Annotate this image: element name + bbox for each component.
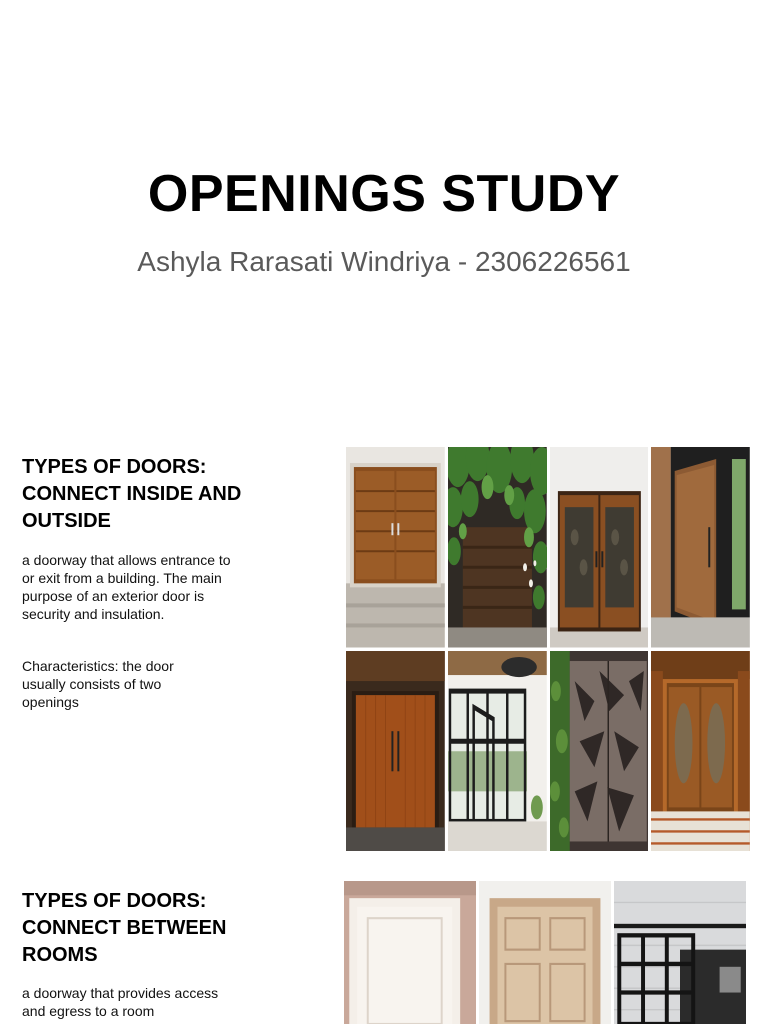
page-title: OPENINGS STUDY — [147, 165, 621, 223]
pivot-wooden-door-photo — [651, 447, 750, 648]
section-characteristics-exterior: Characteristics: the door usually consists of two openings — [22, 658, 174, 710]
author-line: Ashyla Rarasati Windriya - 2306226561 — [137, 246, 631, 277]
interior-doors-collage — [344, 881, 746, 1024]
vine-covered-gate-photo — [448, 447, 547, 648]
section-heading-exterior — [22, 454, 322, 535]
black-grid-sliding-door-photo — [614, 881, 746, 1024]
exterior-doors-collage — [346, 447, 750, 851]
tall-wooden-door-photo — [346, 651, 445, 852]
heading-line: OUTSIDE — [22, 510, 111, 532]
beige-six-panel-door-photo — [479, 881, 611, 1024]
section-description-exterior: a doorway that allows entrance to or exit from a building. The main purpose of an exterior door is security and insulation. — [22, 552, 231, 622]
heading-line: TYPES OF DOORS: — [22, 456, 207, 478]
heading-line: CONNECT BETWEEN — [22, 917, 227, 939]
heading-line: CONNECT INSIDE AND — [22, 483, 242, 505]
glass-panel-wooden-door-photo — [550, 447, 649, 648]
heading-line: ROOMS — [22, 944, 98, 966]
white-panel-door-photo — [344, 881, 476, 1024]
laser-cut-metal-door-photo — [550, 651, 649, 852]
section-description-interior: a doorway that provides access and egress to a room — [22, 985, 219, 1019]
double-wooden-door-photo — [346, 447, 445, 648]
section-heading-interior — [22, 888, 322, 969]
carved-wooden-double-door-photo — [651, 651, 750, 852]
heading-line: TYPES OF DOORS: — [22, 890, 207, 912]
black-steel-glass-door-photo — [448, 651, 547, 852]
